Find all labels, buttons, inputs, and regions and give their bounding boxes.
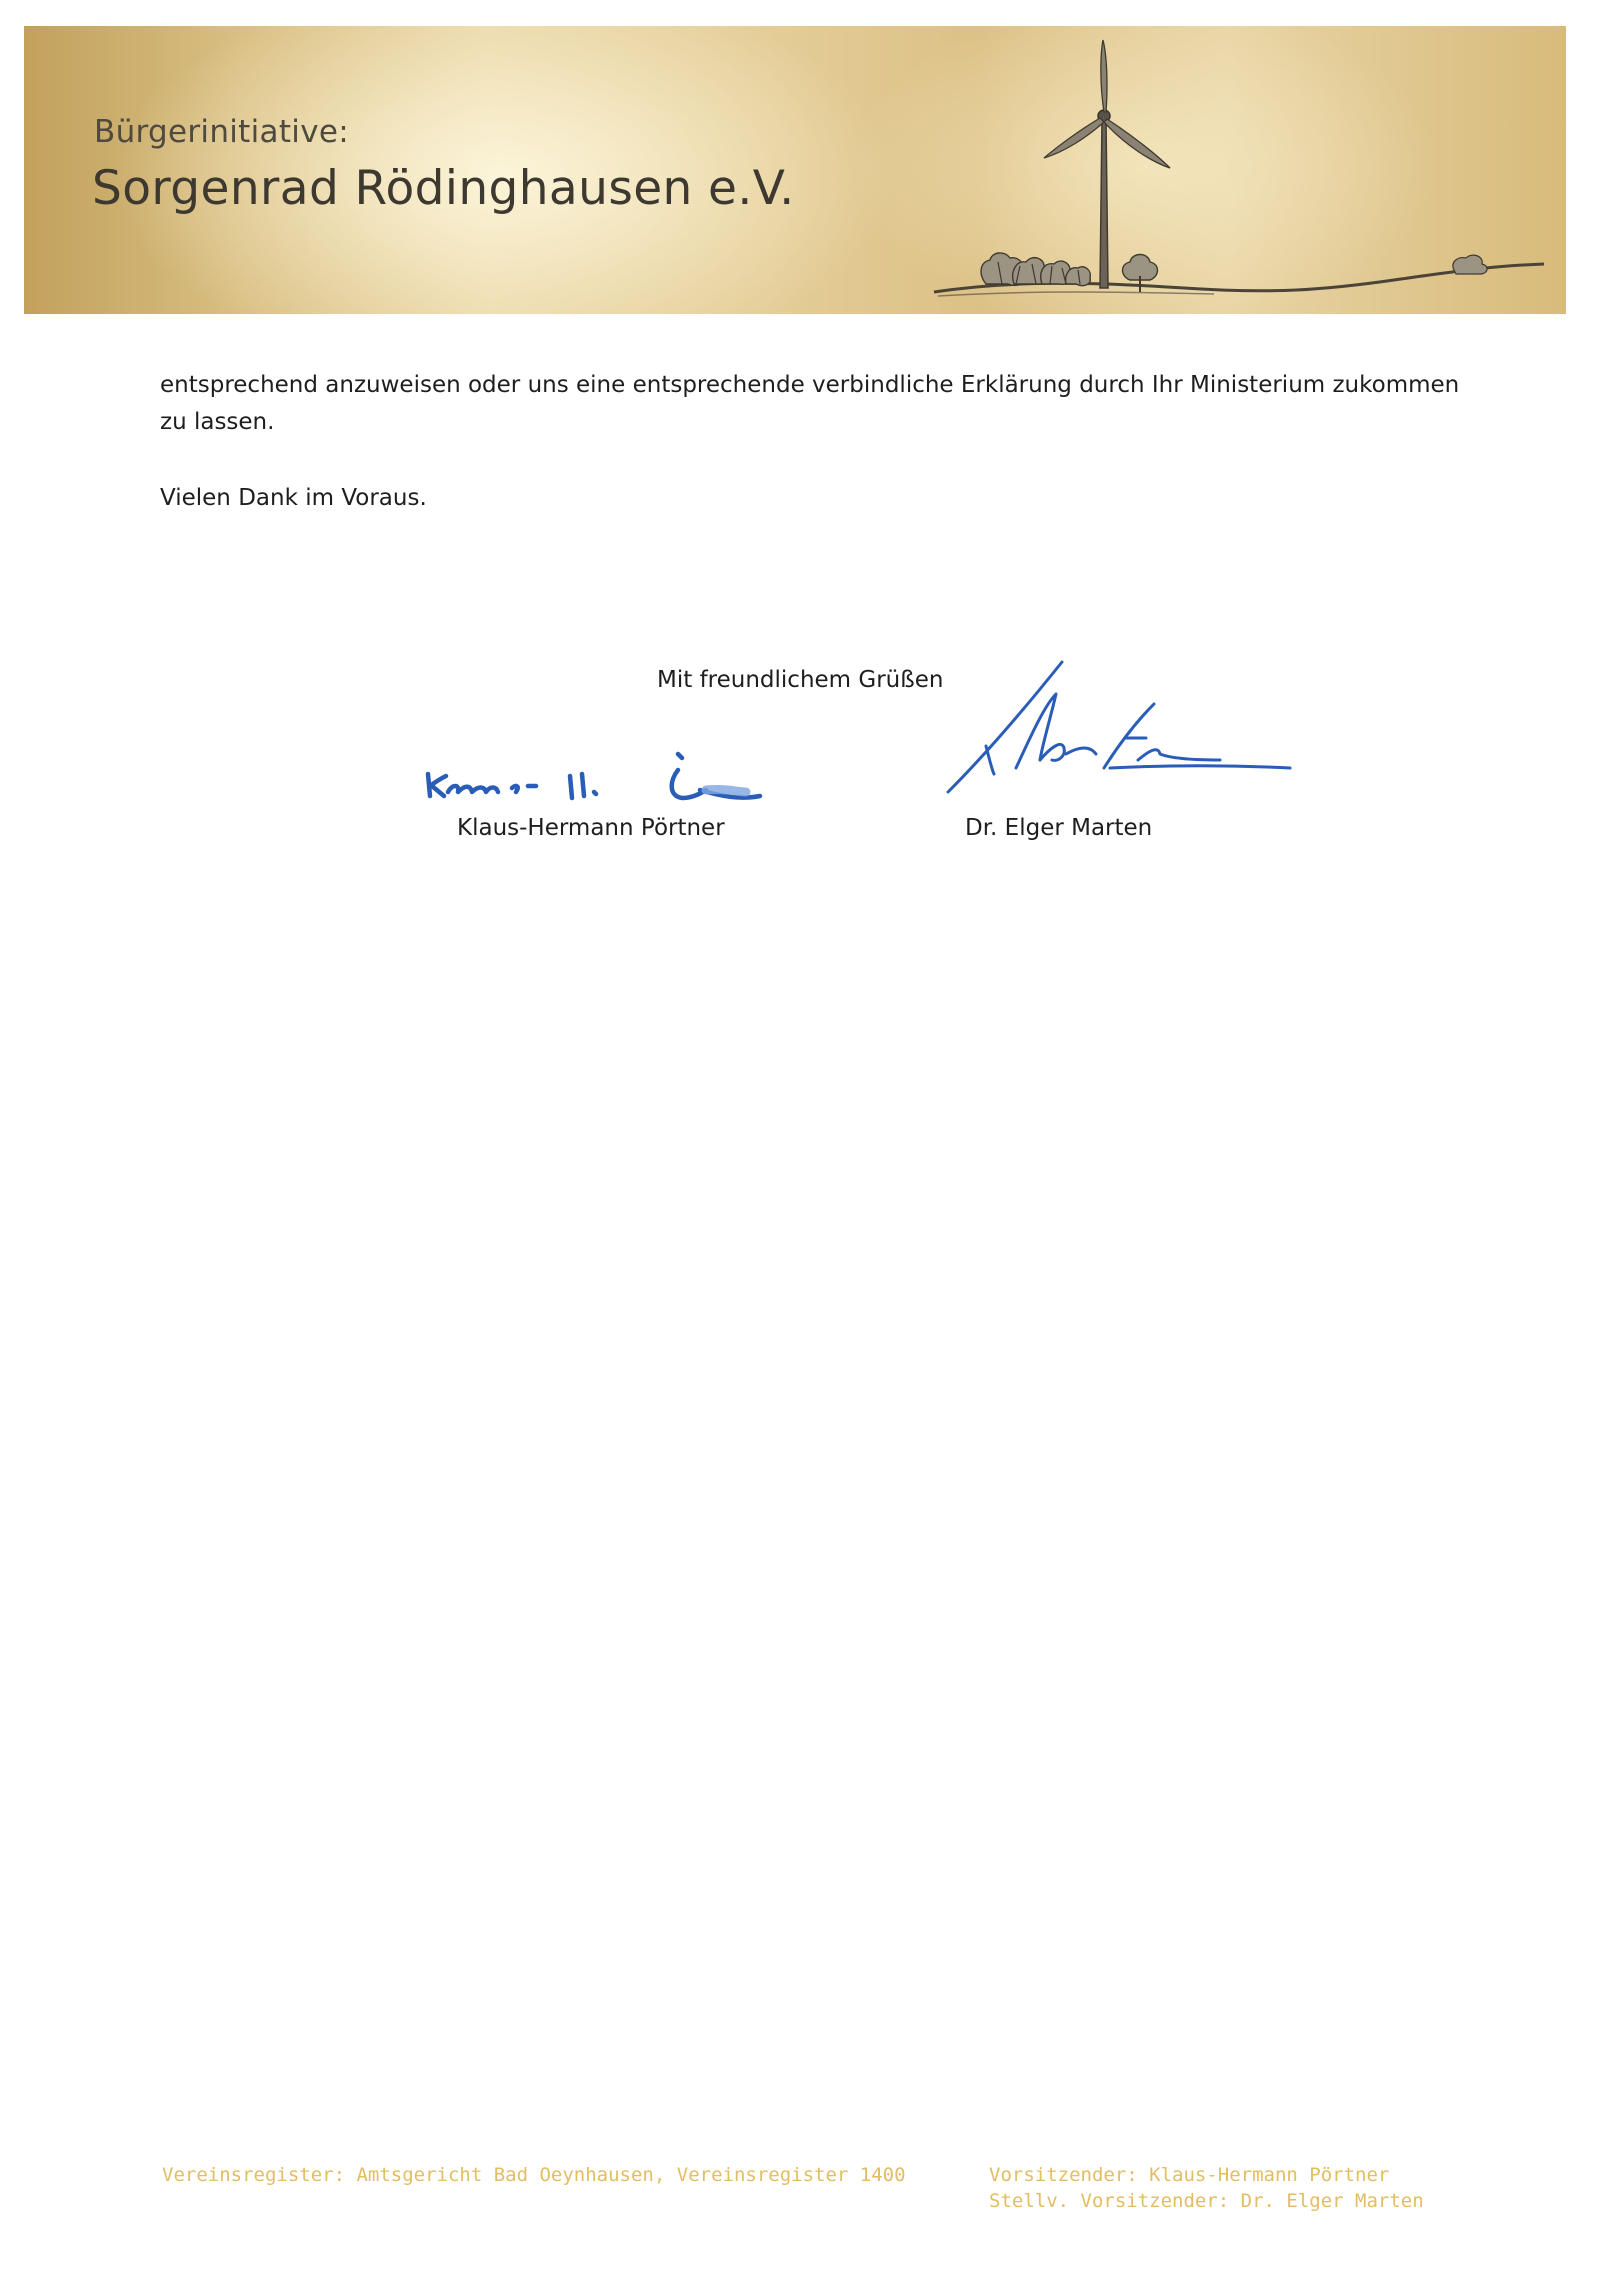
footer-vice-chair: Stellv. Vorsitzender: Dr. Elger Marten bbox=[989, 2190, 1424, 2212]
body-paragraph: entsprechend anzuweisen oder uns eine entsprechende verbindliche Erklärung durch Ihr Ministerium zukommen zu lassen. bbox=[160, 372, 1460, 435]
footer-register: Vereinsregister: Amtsgericht Bad Oeynhausen, Vereinsregister 1400 bbox=[162, 2164, 906, 2186]
signatory-name: Klaus-Hermann Pörtner bbox=[457, 815, 725, 841]
thanks-line: Vielen Dank im Voraus. bbox=[160, 485, 427, 511]
wind-turbine-landscape-icon bbox=[894, 26, 1566, 314]
handwritten-signature-icon bbox=[930, 650, 1300, 800]
letterhead-banner bbox=[24, 26, 1566, 314]
signatory-name: Dr. Elger Marten bbox=[965, 815, 1153, 841]
closing-salutation: Mit freundlichem Grüßen bbox=[657, 667, 944, 693]
letterhead-subtitle: Bürgerinitiative: bbox=[94, 114, 349, 150]
letterhead-title: Sorgenrad Rödinghausen e.V. bbox=[92, 161, 795, 216]
handwritten-signature-icon bbox=[420, 740, 850, 810]
footer-chair: Vorsitzender: Klaus-Hermann Pörtner bbox=[989, 2164, 1390, 2186]
